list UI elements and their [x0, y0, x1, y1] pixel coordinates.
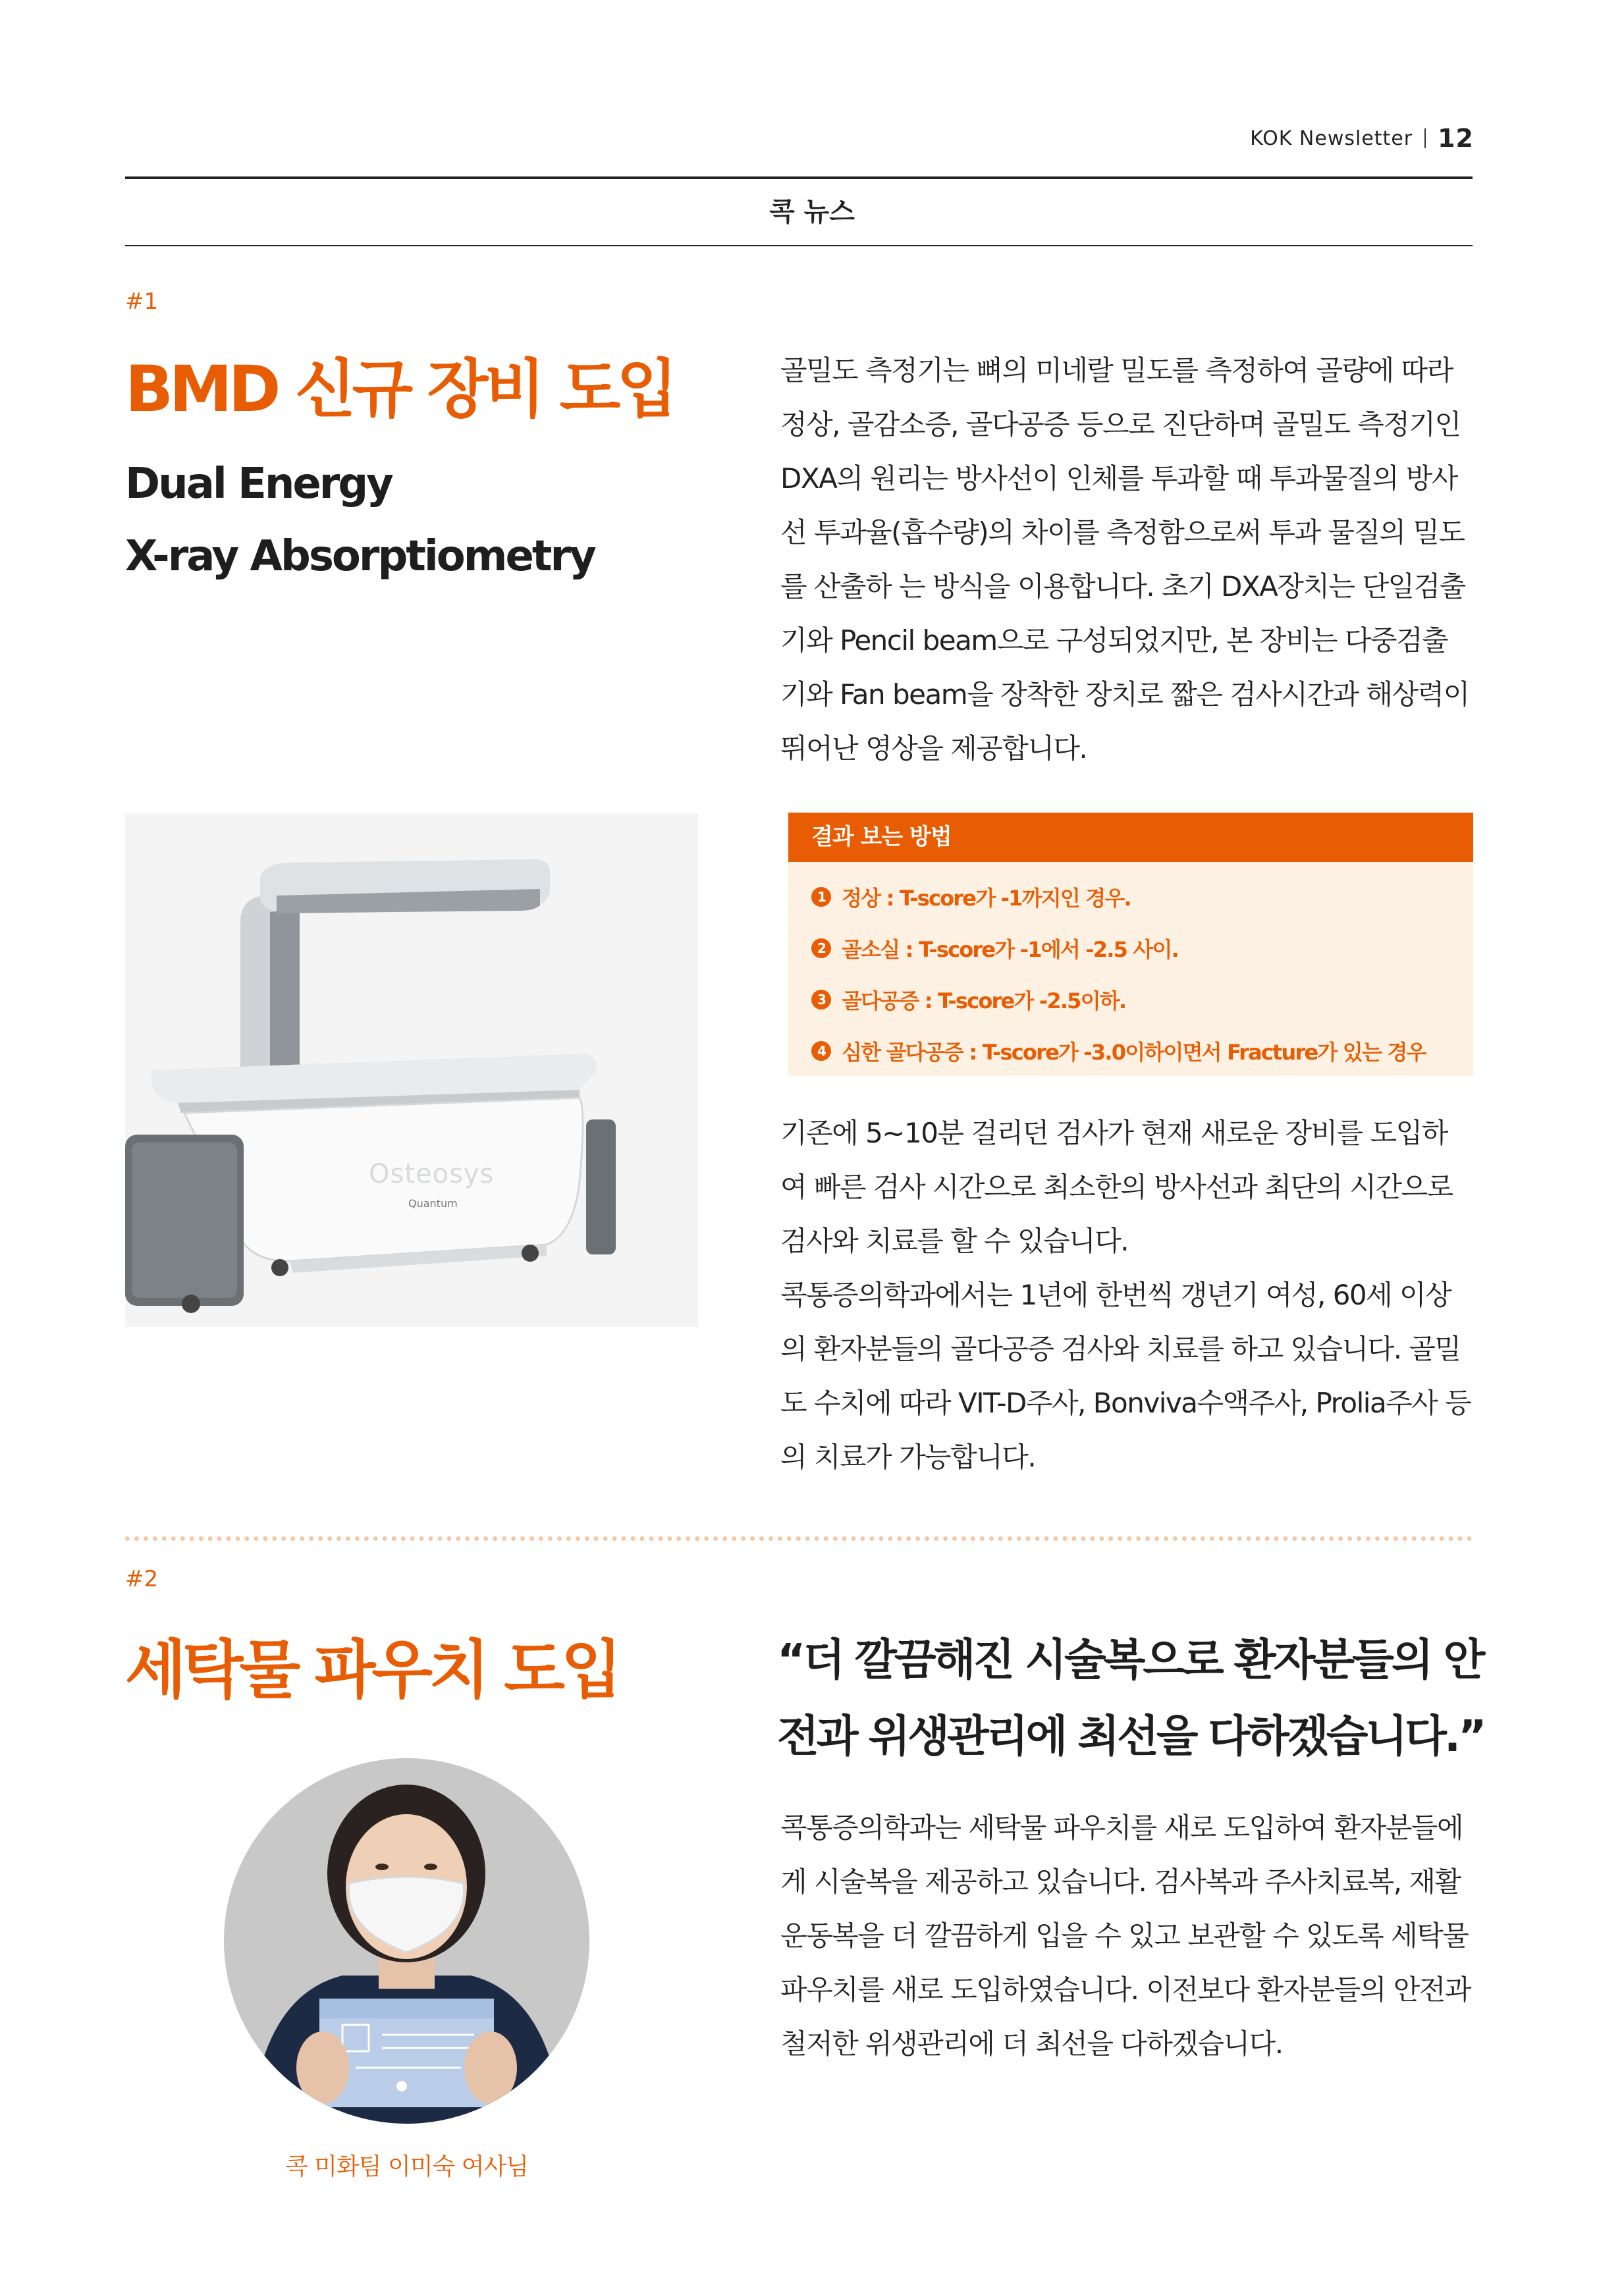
article2-quote: [777, 1622, 1488, 1775]
header-top-rule: [125, 176, 1473, 179]
article2-title: 세탁물 파우치 도입: [125, 1633, 618, 1707]
header-bottom-rule: [125, 245, 1473, 246]
result-guide-item: [811, 974, 1473, 1025]
number-badge-icon: 1: [811, 887, 831, 907]
article2-tag: #2: [125, 1566, 159, 1592]
result-guide-text: 골다공증 : T-score가 -2.5이하.: [842, 988, 1126, 1013]
article1-body-intro: 골밀도 측정기는 뼈의 미네랄 밀도를 측정하여 골량에 따라 정상, 골감소증, 골다공증 등으로 진단하며 골밀도 측정기인 DXA의 원리는 방사선이 인체를 투과할 때 투과물질의 방사선 투과율(흡수량)의 차이를 측정함으로써 투과 물질의 밀도를 산출하 는 방식을 이용합니다. 초기 DXA장치는 단일검출기와 Pencil beam으로 구성되었지만, 본 장비는 다중검출기와 Fan beam을 장착한 장치로 짧은 검사시간과 해상력이 뛰어난 영상을 제공합니다.: [780, 354, 1469, 765]
result-guide-title: 결과 보는 방법: [788, 813, 1473, 862]
newsletter-header: [1250, 124, 1474, 153]
article1-body-speed: 기존에 5~10분 걸리던 검사가 현재 새로운 장비를 도입하여 빠른 검사 시간으로 최소한의 방사선과 최단의 시간으로 검사와 치료를 할 수 있습니다.: [780, 1117, 1453, 1257]
section-title: 콕 뉴스: [769, 197, 855, 227]
article2-quote-line1: “더 깔끔해진 시술복으로 환자분들의 안: [777, 1634, 1483, 1685]
machine-brand-label: Osteosys: [369, 1159, 495, 1189]
page-number: 12: [1438, 124, 1474, 153]
section-divider: [125, 1536, 1473, 1541]
result-guide-text: 정상 : T-score가 -1까지인 경우.: [842, 886, 1131, 911]
result-guide-box: [788, 813, 1473, 1076]
number-badge-icon: 2: [811, 938, 831, 958]
portrait-caption: 콕 미화팀 이미숙 여사님: [284, 2153, 529, 2180]
number-badge-icon: 3: [811, 990, 831, 1009]
article1-body-treatment: 콕통증의학과에서는 1년에 한번씩 갱년기 여성, 60세 이상의 환자분들의 골다공증 검사와 치료를 하고 있습니다. 골밀도 수치에 따라 VIT-D주사, Bonviva수액주사, Prolia주사 등의 치료가 가능합니다.: [780, 1279, 1471, 1473]
header-separator: [1424, 128, 1426, 148]
article1-tag: #1: [125, 288, 159, 315]
result-guide-item: [811, 871, 1473, 923]
article2-body: 콕통증의학과는 세탁물 파우치를 새로 도입하여 환자분들에게 시술복을 제공하고 있습니다. 검사복과 주사치료복, 재활운동복을 더 깔끔하게 입을 수 있고 보관할 수 있도록 세탁물 파우치를 새로 도입하였습니다. 이전보다 환자분들의 안전과 철저한 위생관리에 더 최선을 다하겠습니다.: [780, 1812, 1471, 2060]
bmd-machine-image: [125, 813, 698, 1327]
article1-subtitle-line2: X-ray Absorptiometry: [125, 532, 595, 581]
result-guide-text: 골소실 : T-score가 -1에서 -2.5 사이.: [842, 937, 1178, 962]
result-guide-text: 심한 골다공증 : T-score가 -3.0이하이면서 Fracture가 있는 경우: [842, 1040, 1426, 1065]
staff-portrait-photo: [224, 1758, 589, 2124]
result-guide-item: [811, 923, 1473, 974]
result-guide-item: [811, 1025, 1473, 1077]
number-badge-icon: 4: [811, 1041, 831, 1061]
machine-model-label: Quantum: [408, 1197, 458, 1210]
article1-subtitle-line1: Dual Energy: [125, 460, 392, 508]
result-guide-list: [788, 862, 1473, 1077]
newsletter-name: KOK Newsletter: [1250, 126, 1413, 150]
article1-title: BMD 신규 장비 도입: [125, 352, 674, 426]
article2-quote-line2: 전과 위생관리에 최선을 다하겠습니다.”: [777, 1711, 1484, 1762]
